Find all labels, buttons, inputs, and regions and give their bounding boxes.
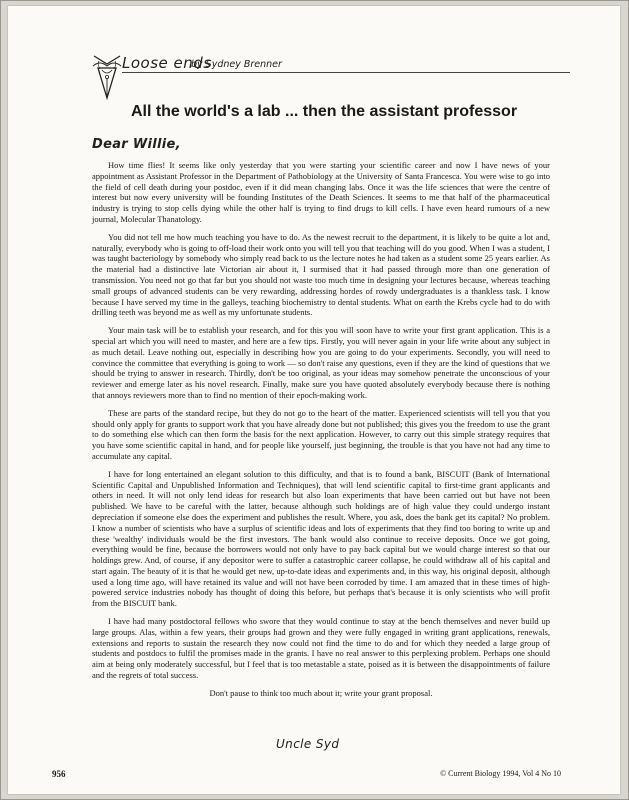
paragraph-5: I have for long entertained an elegant solution to this difficulty, and that is to found a bank, BISCUIT (Bank of International Scientific Capital and Unpublished Information and Techniques), that will lend scientific capital to first-time grant applicants and others in need. It will not only lend ideas for research but also loan experiments that have been carried out but have not been published. We have to be careful with the latter, because although such holdings are of high value they could undergo instant depreciation if someone else does the experiment and publishes the result. Where, you ask, does the bank get its capital? No problem. I know a number of scientists who have a surplus of scientific ideas and lots of experiments that they find too boring to write up and these 'wealthy' individuals would be the first investors. The bank would also continue to receive deposits. Once we got going, everything would be fine, because the borrowers would not only have to pay back capital but we would charge interest so that our holdings grew. And, of course, if any depositor were to suffer a catastrophic career collapse, he could withdraw all of his capital and start again. The beauty of it is that he would get new, up-to-date ideas and experiments and, in this way, his original deposit, although used a long time ago, will have retained its value and will not have been corroded by time. I am amazed that in these times of high-powered service industries nobody has thought of doing this before, but perhaps that's because it is only scientists who will profit from the BISCUIT bank. <box>92 468 550 609</box>
paragraph-3: Your main task will be to establish your research, and for this you will soon have to write your first grant application. This is a special art which you will need to master, and here are a few tips. Firstly, you will never again in your life write about any subject in as much detail. Leave nothing out, especially in describing how you are going to do your experiments. Secondly, you will need to convince the committee that everything is going to work — so don't raise any questions, even if they are the kind of questions that we should be trying to answer in research. Thirdly, don't be too original, as your ideas may somehow penetrate the unconscious of your reviewer and emerge later as his novel research. Finally, make sure you have quoted absolutely everybody because there is nothing that annoys reviewers more than to find no mention of their epoch-making work. <box>92 325 550 400</box>
journal-page <box>8 6 620 794</box>
article-title: All the world's a lab ... then the assistant professor <box>130 103 518 120</box>
copyright-line: © Current Biology 1994, Vol 4 No 10 <box>440 769 561 778</box>
column-header <box>68 50 568 100</box>
paragraph-6: I have had many postdoctoral fellows who swore that they would continue to stay at the bench themselves and never build up large groups. Alas, within a few years, their groups had grown and they were fully engaged in writing grant applications, renewals, extensions and reports to sustain the research they now could not find the time to do and for which they needed a large group of students and postdocs to fulfil the promises made in the grants. I have no real answer to this perplexing problem. Perhaps one should aim at being only moderately successful, but I feel that is too metastable a state, poised as it is between the disappointments of failure and the regrets of total success. <box>92 616 550 681</box>
salutation: Dear Willie, <box>92 137 181 152</box>
paragraph-2: You did not tell me how much teaching you have to do. As the newest recruit to the department, it is likely to be quite a lot and, naturally, everybody who is going to off-load their work onto you will tell you that teaching will do you good. When I was a student, I was taught bacteriology by somebody who simply read back to us the lecture notes he had taken as a student some 25 years earlier. As the material had a distinctive late Victorian air about it, I surmised that it had passed through more than one generation of transmission. You need not go that far but you should not waste too much time in designing your lectures because, whereas teaching small groups of advanced students can be very rewarding, addressing hordes of rowdy undergraduates is a thankless task. I know because I have served my time in the galleys, teaching biochemistry to dental students. What on earth the Krebs cycle had to do with drilling teeth was beyond me as well as my unfortunate students. <box>92 231 550 318</box>
header-divider <box>122 72 570 73</box>
byline: by Sydney Brenner <box>191 59 282 70</box>
paragraph-1: How time flies! It seems like only yesterday that you were starting your scientific career and now I have news of your appointment as Assistant Professor in the Department of Pathobiology at the University of Santa Francesca. You were wise to go into the field of cell death during your postdoc, even if it did mean changing labs. Once it was the life sciences that were the centre of interest but now every university will be founding Institutes of the Death Sciences. It seems to me that half of the pharmaceutical industry is trying to stop cells dying while the other half is trying to find drugs to kill cells. I have even heard rumours of a new journal, Molecular Thanatology. <box>92 160 550 224</box>
column-name: Loose ends <box>122 54 212 72</box>
page-number: 956 <box>52 769 66 779</box>
letter-body <box>92 160 550 706</box>
pen-nib-icon <box>90 52 124 102</box>
signature: Uncle Syd <box>276 737 340 751</box>
paragraph-4: These are parts of the standard recipe, but they do not go to the heart of the matter. Experienced scientists will tell you that you should only apply for grants to support work that you have already done but not published; this gives you the freedom to use the grant to do something else which can then form the basis for the next application. However, to carry out this simple strategy requires that you have some scientific capital in hand, and for people like yourself, just beginning, the trouble is that you have not had any time to accumulate any capital. <box>92 407 550 461</box>
closing-line: Don't pause to think too much about it; write your grant proposal. <box>209 687 433 698</box>
